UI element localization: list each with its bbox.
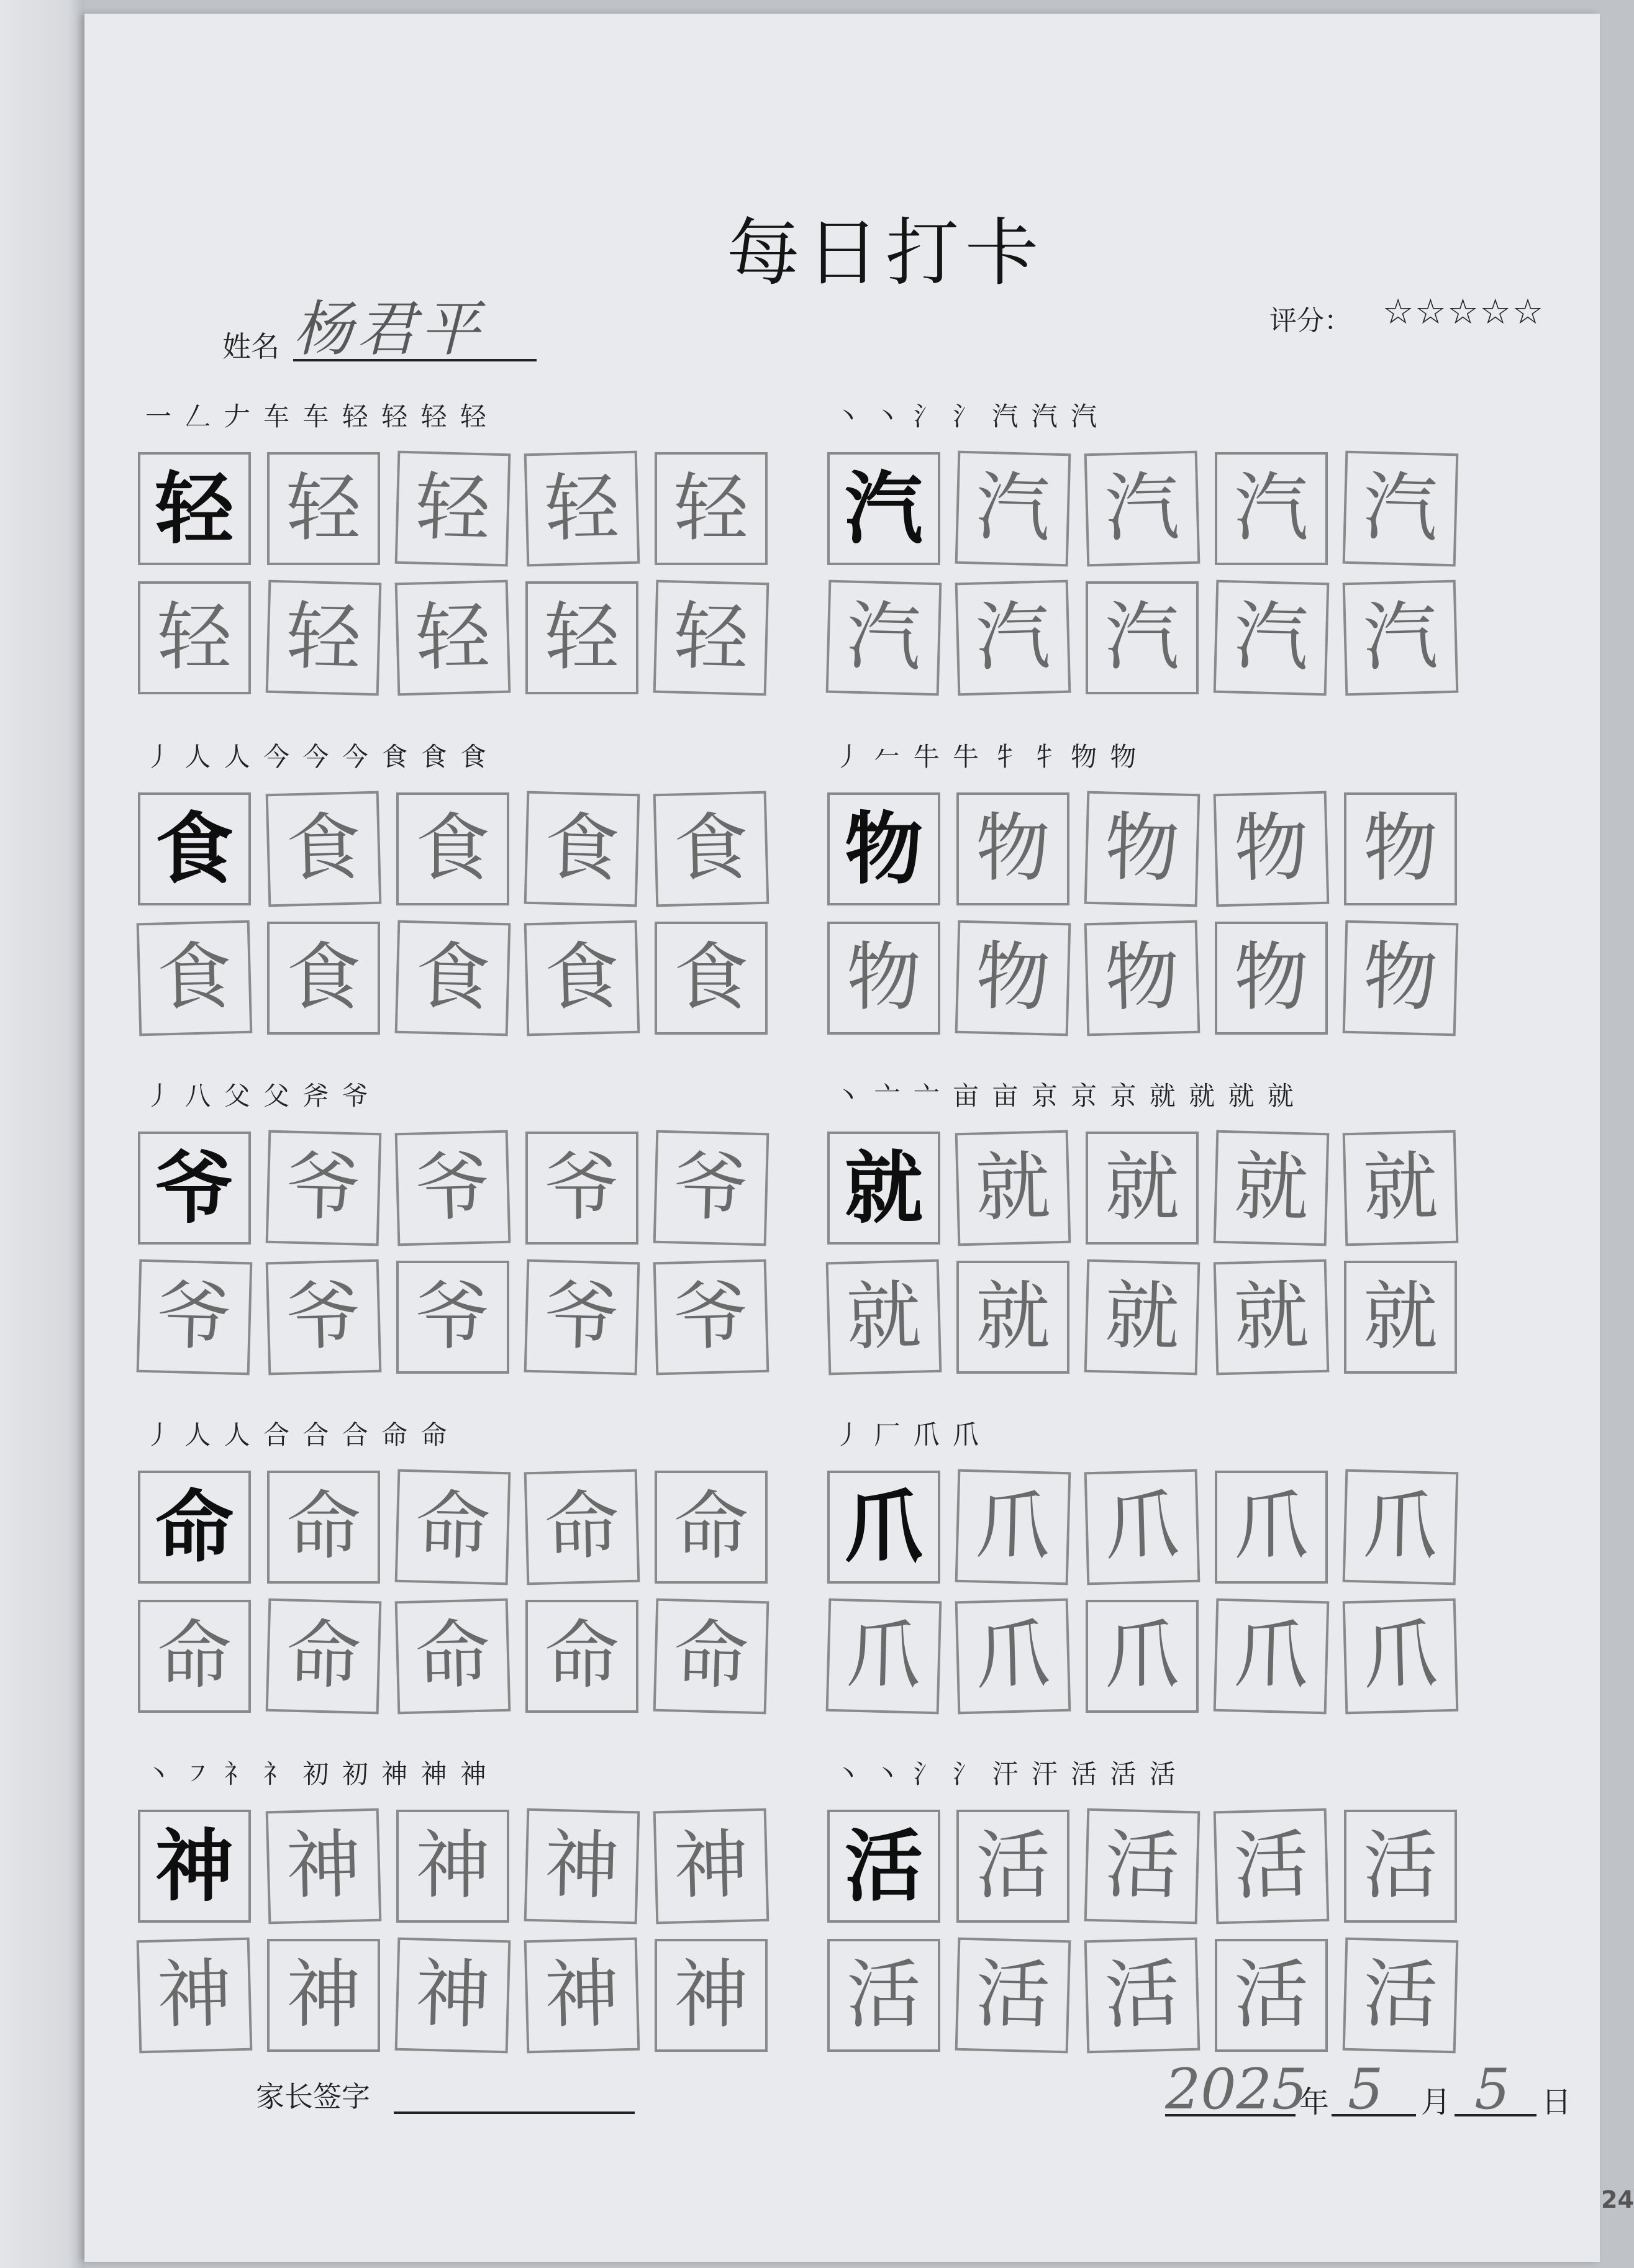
stroke-order: 丿 𠂉 牛 牛 牜 牜 物 物 [835, 742, 1139, 772]
practice-character-cell: 爪 [1214, 1599, 1330, 1715]
practice-character-cell: 食 [655, 922, 768, 1035]
practice-character-cell: 爪 [826, 1599, 942, 1715]
practice-character-cell: 轻 [524, 451, 640, 567]
practice-character-cell: 爪 [1086, 1600, 1199, 1713]
practice-character-cell: 命 [525, 1600, 638, 1713]
practice-character-cell: 命 [138, 1600, 251, 1713]
practice-character-cell: 爷 [266, 1259, 382, 1376]
rating-stars: ☆☆☆☆☆ [1382, 292, 1545, 332]
practice-character-cell: 命 [653, 1599, 769, 1715]
practice-character-cell: 就 [1214, 1130, 1330, 1246]
practice-character-cell: 物 [1084, 920, 1201, 1036]
practice-character-cell: 神 [653, 1808, 769, 1925]
practice-character-cell: 食 [524, 791, 640, 907]
practice-character-cell: 命 [524, 1469, 640, 1585]
practice-character-cell: 爪 [1343, 1599, 1459, 1715]
adjacent-page-edge [0, 0, 84, 2268]
name-label: 姓名 [222, 330, 279, 363]
practice-character-cell: 爪 [1084, 1469, 1201, 1585]
practice-character-cell: 活 [827, 1939, 940, 2052]
student-name-handwritten: 杨君平 [293, 294, 483, 364]
stroke-order: 丿 人 人 今 今 今 食 食 食 [145, 742, 489, 772]
practice-character-cell: 轻 [395, 580, 511, 696]
practice-character-cell: 神 [267, 1939, 380, 2052]
practice-character-cell: 物 [1214, 791, 1330, 907]
practice-character-cell: 神 [266, 1808, 382, 1925]
practice-character-cell: 物 [956, 792, 1069, 905]
date-month-value: 5 [1348, 2057, 1384, 2122]
practice-character-cell: 爪 [1215, 1471, 1328, 1584]
date-year-line [1165, 2114, 1296, 2116]
practice-character-cell: 就 [1086, 1132, 1199, 1245]
practice-character-cell: 轻 [395, 451, 511, 567]
practice-character-cell: 物 [827, 922, 940, 1035]
date-year-unit: 年 [1299, 2085, 1330, 2120]
rating-label: 评分： [1269, 305, 1351, 337]
model-character-cell: 轻 [138, 452, 251, 565]
practice-character-cell: 命 [395, 1599, 511, 1715]
practice-character-cell: 轻 [138, 581, 251, 694]
practice-character-cell: 命 [266, 1599, 382, 1715]
practice-character-cell: 活 [1344, 1810, 1457, 1923]
practice-character-cell: 物 [1344, 792, 1457, 905]
model-character-cell: 就 [827, 1132, 940, 1245]
date-month-line [1332, 2114, 1416, 2116]
practice-character-cell: 爪 [955, 1599, 1071, 1715]
practice-character-cell: 神 [524, 1938, 640, 2054]
practice-character-cell: 命 [267, 1471, 380, 1584]
stroke-order: 丶 ㇇ 礻 礻 初 初 神 神 神 [145, 1759, 489, 1789]
model-character-cell: 食 [138, 792, 251, 905]
model-character-cell: 物 [827, 792, 940, 905]
stroke-order: 丶 亠 亠 亩 亩 京 京 京 就 就 就 就 [835, 1081, 1296, 1111]
stroke-order: 丿 厂 爪 爪 [835, 1420, 982, 1450]
model-character-cell: 爪 [827, 1471, 940, 1584]
practice-character-cell: 爪 [955, 1469, 1071, 1585]
practice-character-cell: 就 [1344, 1261, 1457, 1374]
practice-character-cell: 爷 [396, 1261, 509, 1374]
model-character-cell: 神 [138, 1810, 251, 1923]
practice-character-cell: 汽 [1215, 452, 1328, 565]
practice-character-cell: 活 [955, 1938, 1071, 2054]
date-day-unit: 日 [1541, 2085, 1572, 2120]
page-number: 24 [1601, 2186, 1634, 2213]
practice-character-cell: 就 [1343, 1130, 1459, 1246]
practice-character-cell: 食 [266, 791, 382, 907]
stroke-order: 丿 人 人 合 合 合 命 命 [145, 1420, 450, 1450]
practice-character-cell: 就 [956, 1261, 1069, 1374]
date-year-value: 2025 [1165, 2057, 1308, 2122]
practice-character-cell: 食 [395, 920, 511, 1036]
practice-character-cell: 就 [1084, 1259, 1201, 1376]
practice-character-cell: 爷 [653, 1130, 769, 1246]
practice-character-cell: 命 [395, 1469, 511, 1585]
practice-character-cell: 物 [1343, 920, 1459, 1036]
practice-character-cell: 神 [396, 1810, 509, 1923]
practice-character-cell: 爷 [266, 1130, 382, 1246]
practice-character-cell: 汽 [826, 580, 942, 696]
practice-character-cell: 轻 [653, 580, 769, 696]
practice-character-cell: 神 [395, 1938, 511, 2054]
practice-character-cell: 活 [1084, 1938, 1201, 2054]
practice-character-cell: 轻 [525, 581, 638, 694]
practice-character-cell: 爷 [653, 1259, 769, 1376]
practice-character-cell: 食 [267, 922, 380, 1035]
practice-character-cell: 爪 [1343, 1469, 1459, 1585]
practice-character-cell: 活 [1343, 1938, 1459, 2054]
date-day-value: 5 [1474, 2057, 1510, 2122]
practice-character-cell: 物 [955, 920, 1071, 1036]
date-month-unit: 月 [1421, 2085, 1451, 2120]
practice-character-cell: 就 [955, 1130, 1071, 1246]
model-character-cell: 活 [827, 1810, 940, 1923]
practice-character-cell: 就 [1214, 1259, 1330, 1376]
practice-character-cell: 爷 [137, 1259, 253, 1376]
practice-character-cell: 汽 [1343, 580, 1459, 696]
practice-character-cell: 爷 [525, 1132, 638, 1245]
practice-character-cell: 物 [1084, 791, 1201, 907]
practice-character-cell: 爷 [524, 1259, 640, 1376]
practice-character-cell: 汽 [955, 451, 1071, 567]
practice-character-cell: 就 [826, 1259, 942, 1376]
practice-character-cell: 汽 [1084, 451, 1201, 567]
practice-character-cell: 爷 [395, 1130, 511, 1246]
stroke-order: 丿 八 父 父 斧 爷 [145, 1081, 371, 1111]
practice-character-cell: 轻 [267, 452, 380, 565]
stroke-order: 丶 丶 氵 氵 汗 汗 活 活 活 [835, 1759, 1178, 1789]
model-character-cell: 命 [138, 1471, 251, 1584]
model-character-cell: 爷 [138, 1132, 251, 1245]
practice-character-cell: 汽 [1086, 581, 1199, 694]
practice-character-cell: 食 [653, 791, 769, 907]
date-day-line [1455, 2114, 1536, 2116]
practice-character-cell: 物 [1215, 922, 1328, 1035]
practice-character-cell: 食 [396, 792, 509, 905]
name-underline [293, 359, 537, 361]
practice-character-cell: 汽 [1214, 580, 1330, 696]
practice-character-cell: 汽 [1343, 451, 1459, 567]
practice-character-cell: 神 [655, 1939, 768, 2052]
practice-character-cell: 轻 [655, 452, 768, 565]
page-title: 每日打卡 [726, 210, 1045, 296]
practice-character-cell: 命 [655, 1471, 768, 1584]
parent-signature-label: 家长签字 [256, 2080, 370, 2113]
practice-character-cell: 汽 [955, 580, 1071, 696]
practice-character-cell: 神 [524, 1808, 640, 1925]
practice-character-cell: 活 [956, 1810, 1069, 1923]
parent-signature-line [394, 2112, 635, 2114]
practice-character-cell: 食 [137, 920, 253, 1036]
stroke-order: 一 𠃋 𠂇 车 车 轻 轻 轻 轻 [145, 401, 489, 432]
model-character-cell: 汽 [827, 452, 940, 565]
practice-character-cell: 活 [1084, 1808, 1201, 1925]
practice-character-cell: 食 [524, 920, 640, 1036]
practice-character-cell: 活 [1215, 1939, 1328, 2052]
practice-character-cell: 神 [137, 1938, 253, 2054]
worksheet-page [84, 14, 1634, 2262]
stroke-order: 丶 丶 氵 氵 汽 汽 汽 [835, 401, 1100, 432]
practice-character-cell: 轻 [266, 580, 382, 696]
practice-character-cell: 活 [1214, 1808, 1330, 1925]
